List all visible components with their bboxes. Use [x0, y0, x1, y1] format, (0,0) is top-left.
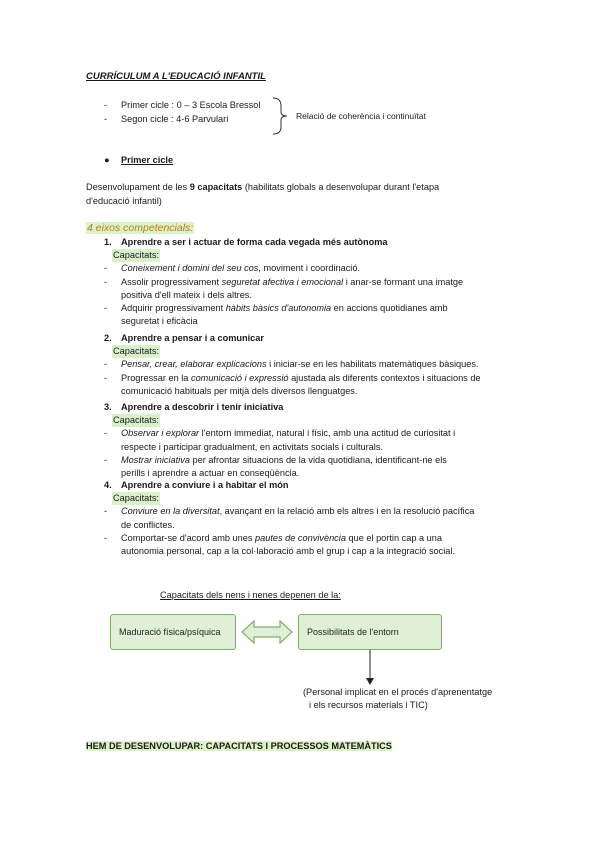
capacitat-line: Assolir progressivament seguretat afectiva i emocional i anar-se formant una imatge — [121, 276, 464, 287]
down-arrow-icon — [364, 650, 376, 686]
capacitat-line: Comportar-se d'acord amb unes pautes de convivència que el portin cap a una — [121, 532, 442, 543]
axis-number: 3. — [104, 402, 112, 412]
list-dash: - — [104, 506, 108, 517]
box-entorn-label: Possibilitats de l'entorn — [307, 627, 399, 637]
list-dash: - — [104, 372, 108, 383]
capacitat-line: respecte i participar gradualment, en activitats socials i culturals. — [121, 441, 383, 452]
capacitat-line: Observar i explorar l'entorn immediat, natural i físic, amb una actitud de curiositat i — [121, 428, 456, 439]
capacitats-label: Capacitats: — [113, 415, 159, 426]
section-primer-cicle: Primer cicle — [121, 155, 174, 165]
box-maduracio-label: Maduració física/psíquica — [119, 627, 221, 637]
capacitat-line: perills i aprendre a actuar en conseqüència. — [121, 468, 300, 478]
list-dash: - — [104, 276, 108, 287]
capacitat-line: Coneixement i domini del seu cos, moviment i coordinació. — [121, 263, 360, 274]
capacitats-label: Capacitats: — [113, 250, 159, 261]
capacitat-line: autonomia personal, cap a la col·laboració amb el grup i cap a la integració social. — [121, 546, 456, 556]
diagram-note-line-1: (Personal implicat en el procés d'aprenentatge — [303, 687, 493, 697]
capacitat-line: de conflictes. — [121, 519, 175, 530]
final-heading: HEM DE DESENVOLUPAR: CAPACITATS I PROCESSOS MATEMÀTICS — [86, 741, 392, 751]
cycle-item-2: Segon cicle : 4-6 Parvulari — [121, 114, 229, 124]
diagram-heading: Capacitats dels nens i nenes depenen de la: — [160, 590, 341, 600]
curly-brace-icon — [270, 96, 292, 136]
document-title: CURRÍCULUM A L'EDUCACIÓ INFANTIL — [86, 71, 266, 82]
axis-title: Aprendre a conviure i a habitar el món — [121, 480, 289, 490]
brace-note: Relació de coherència i continuïtat — [296, 111, 426, 121]
capacitat-line: seguretat i eficàcia — [121, 316, 198, 327]
list-dash: - — [104, 359, 108, 370]
eixos-heading: 4 eixos competencials: — [87, 222, 194, 234]
axis-number: 2. — [104, 333, 112, 343]
intro-line-2: d'educació infantil) — [86, 196, 162, 206]
list-dash: - — [104, 114, 108, 124]
capacitat-line: comunicació habituals per mitjà dels diversos llenguatges. — [121, 385, 358, 396]
list-dash: - — [104, 100, 108, 110]
capacitat-line: Mostrar iniciativa per afrontar situacions de la vida quotidiana, identificant-ne els — [121, 454, 447, 465]
capacitat-line: Adquirir progressivament hàbits bàsics d'autonomia en accions quotidianes amb — [121, 303, 448, 313]
list-dash: - — [104, 303, 108, 313]
list-dash: - — [104, 532, 108, 543]
axis-title: Aprendre a descobrir i tenir iniciativa — [121, 402, 284, 412]
capacitat-line: Conviure en la diversitat, avançant en la relació amb els altres i en la resolució pacífica — [121, 506, 475, 517]
axis-title: Aprendre a ser i actuar de forma cada vegada més autònoma — [121, 237, 388, 247]
list-dash: - — [104, 454, 108, 465]
cycle-item-1: Primer cicle : 0 – 3 Escola Bressol — [121, 100, 261, 110]
intro-line-1: Desenvolupament de les 9 capacitats (habilitats globals a desenvolupar durant l'etapa — [86, 182, 440, 192]
double-arrow-icon — [240, 618, 294, 646]
diagram-note-line-2: i els recursos materials i TIC) — [309, 700, 428, 710]
bullet-icon: ● — [104, 155, 110, 165]
list-dash: - — [104, 428, 108, 439]
axis-title: Aprendre a pensar i a comunicar — [121, 333, 264, 343]
list-dash: - — [104, 263, 108, 274]
axis-number: 1. — [104, 237, 112, 247]
axis-number: 4. — [104, 480, 112, 490]
capacitats-label: Capacitats: — [113, 346, 159, 357]
capacitat-line: positiva d'ell mateix i dels altres. — [121, 289, 252, 300]
box-entorn — [298, 614, 442, 650]
capacitat-line: Pensar, crear, elaborar explicacions i iniciar-se en les habilitats matemàtiques bàsiques. — [121, 359, 479, 370]
capacitats-label: Capacitats: — [113, 493, 159, 504]
box-maduracio — [110, 614, 236, 650]
capacitat-line: Progressar en la comunicació i expressió ajustada als diferents contextos i situacions de — [121, 372, 481, 383]
